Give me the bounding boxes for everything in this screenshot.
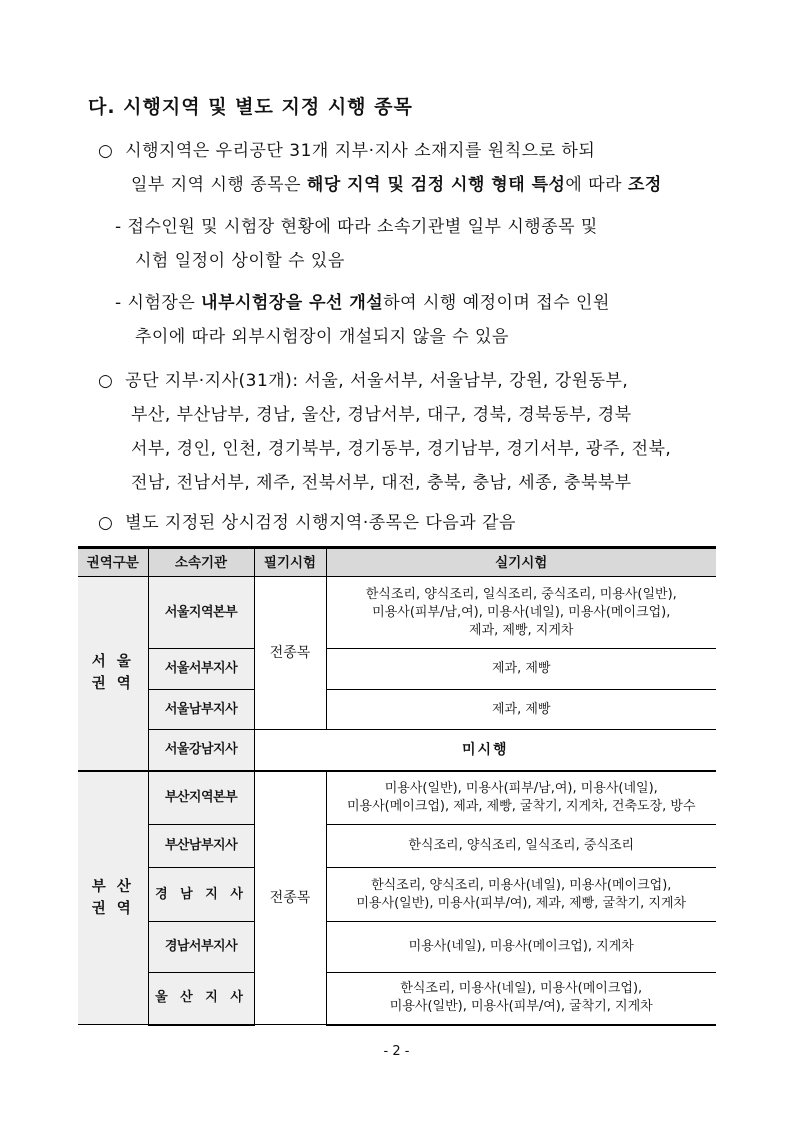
practical-cell: 한식조리, 양식조리, 일식조리, 중식조리: [326, 825, 716, 868]
circle-bullet: ○: [98, 371, 114, 391]
paragraph-branch-list: [98, 364, 671, 500]
practical-cell: 한식조리, 양식조리, 일식조리, 중식조리, 미용사(일반), 미용사(피부/남,여), 미용사(네일), 미용사(메이크업), 제과, 제빵, 지게차: [326, 577, 716, 649]
table-header-row: [78, 548, 716, 577]
p1-line2-bold: 해당 지역 및 검정 시행 형태 특성: [306, 175, 566, 195]
p3-line1-b: 하여 시행 예정이며 접수 인원: [383, 293, 610, 313]
table-row: [78, 771, 716, 825]
paragraph-venue-note: [115, 286, 610, 354]
circle-bullet: ○: [98, 141, 114, 161]
org-cell: 울 산 지 사: [148, 973, 254, 1025]
not-held-cell: 미시행: [254, 730, 716, 771]
p2-line1: 접수인원 및 시험장 현황에 따라 소속기관별 일부 시행종목 및: [127, 217, 598, 237]
p3-line1-bold: 내부시험장을 우선 개설: [201, 293, 384, 313]
written-seoul: 전종목: [254, 577, 326, 730]
table-row: [78, 649, 716, 690]
exam-region-table: [78, 546, 716, 1026]
header-written: 필기시험: [254, 548, 326, 577]
header-org: 소속기관: [148, 548, 254, 577]
p4-line1: 공단 지부·지사(31개): 서울, 서울서부, 서울남부, 강원, 강원동부,: [125, 371, 629, 391]
p3-line1-a: 시험장은: [127, 293, 202, 313]
section-heading: 다. 시행지역 및 별도 지정 시행 종목: [88, 96, 413, 118]
region-label: 권 역: [91, 676, 134, 693]
practical-cell: 한식조리, 양식조리, 미용사(네일), 미용사(메이크업), 미용사(일반), 미용사(피부/여), 제과, 제빵, 굴착기, 지게차: [326, 868, 716, 922]
practical-cell: 미용사(일반), 미용사(피부/남,여), 미용사(네일), 미용사(메이크업), 제과, 제빵, 굴착기, 지게차, 건축도장, 방수: [326, 771, 716, 825]
practical-cell: 제과, 제빵: [326, 690, 716, 730]
written-busan: 전종목: [254, 771, 326, 1025]
table-row: [78, 577, 716, 649]
header-region: 권역구분: [78, 548, 148, 577]
header-practical: 실기시험: [326, 548, 716, 577]
org-cell: 서울지역본부: [148, 577, 254, 649]
practical-cell: 제과, 제빵: [326, 649, 716, 690]
org-cell: 부산남부지사: [148, 825, 254, 868]
p1-line1: 시행지역은 우리공단 31개 지부·지사 소재지를 원칙으로 하되: [125, 141, 596, 161]
p4-line2: 부산, 부산남부, 경남, 울산, 경남서부, 대구, 경북, 경북동부, 경북: [131, 405, 632, 425]
table-row: [78, 825, 716, 868]
circle-bullet: ○: [98, 513, 114, 533]
dash-bullet: -: [115, 217, 122, 237]
region-label: 권 역: [91, 900, 134, 917]
org-cell: 경남서부지사: [148, 922, 254, 973]
org-cell: 경 남 지 사: [148, 868, 254, 922]
region-label: 서 울: [91, 654, 134, 671]
p1-line2-bold2: 조정: [628, 175, 662, 195]
table-row: [78, 922, 716, 973]
region-busan: [78, 771, 148, 1025]
table-row: [78, 730, 716, 771]
paragraph-schedule-note: [115, 210, 598, 278]
p4-line3: 서부, 경인, 인천, 경기북부, 경기동부, 경기남부, 경기서부, 광주, 전북,: [131, 439, 672, 459]
p5-line1: 별도 지정된 상시검정 시행지역·종목은 다음과 같음: [125, 513, 516, 533]
practical-cell: 미용사(네일), 미용사(메이크업), 지게차: [326, 922, 716, 973]
paragraph-regions: [98, 134, 662, 202]
practical-cell: 한식조리, 미용사(네일), 미용사(메이크업), 미용사(일반), 미용사(피부/여), 굴착기, 지게차: [326, 973, 716, 1025]
org-cell: 서울남부지사: [148, 690, 254, 730]
page-number: - 2 -: [383, 1044, 410, 1059]
p3-line2: 추이에 따라 외부시험장이 개설되지 않을 수 있음: [135, 327, 509, 347]
p1-line2-a: 일부 지역 시행 종목은: [131, 175, 307, 195]
org-cell: 서울강남지사: [148, 730, 254, 771]
table-row: [78, 868, 716, 922]
region-label: 부 산: [91, 878, 134, 895]
paragraph-table-intro: [98, 506, 516, 540]
dash-bullet: -: [115, 293, 122, 313]
table-row: [78, 973, 716, 1025]
org-cell: 서울서부지사: [148, 649, 254, 690]
p4-line4: 전남, 전남서부, 제주, 전북서부, 대전, 충북, 충남, 세종, 충북북부: [131, 473, 632, 493]
org-cell: 부산지역본부: [148, 771, 254, 825]
region-seoul: [78, 577, 148, 771]
p2-line2: 시험 일정이 상이할 수 있음: [135, 251, 345, 271]
p1-line2-b: 에 따라: [565, 175, 628, 195]
table-row: [78, 690, 716, 730]
